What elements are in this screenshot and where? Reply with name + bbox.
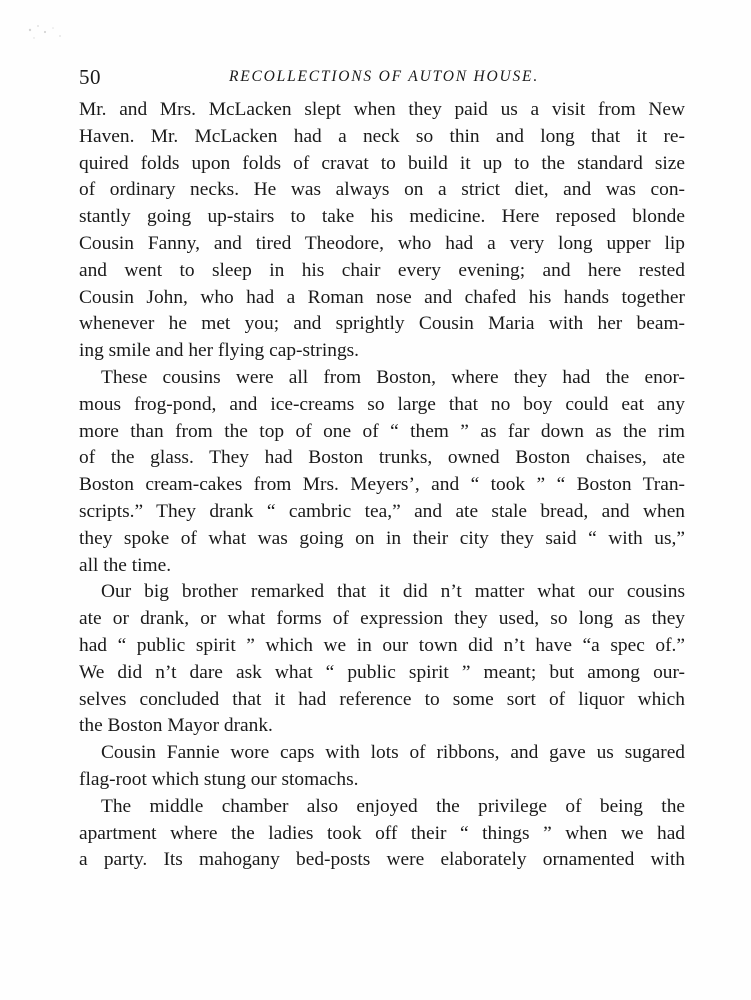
text-line: flag-root which stung our stomachs.	[79, 768, 359, 790]
running-head: RECOLLECTIONS OF AUTON HOUSE.	[229, 68, 539, 85]
text-line: of the glass. They had Boston trunks, owned Boston chaises, ate	[79, 447, 685, 469]
text-line: whenever he met you; and sprightly Cousin Maria with her beam-	[79, 313, 685, 335]
text-line: Cousin Fannie wore caps with lots of ribbons, and gave us sugared	[101, 742, 685, 764]
text-line: they spoke of what was going on in their city they said “ with us,”	[79, 527, 685, 549]
page-header	[79, 62, 685, 92]
text-line: all the time.	[79, 554, 172, 576]
text-line: quired folds upon folds of cravat to build it up to the standard size	[79, 152, 685, 174]
text-line: stantly going up-stairs to take his medicine. Here reposed blonde	[79, 206, 685, 228]
text-line: had “ public spirit ” which we in our town did n’t have “a spec of.”	[79, 634, 685, 656]
body-text	[79, 97, 685, 874]
text-line: mous frog-pond, and ice-creams so large that no boy could eat any	[79, 393, 685, 415]
text-line: and went to sleep in his chair every evening; and here rested	[79, 259, 685, 281]
page-number: 50	[79, 65, 101, 89]
text-line: These cousins were all from Boston, where they had the enor-	[101, 366, 685, 388]
text-line: Cousin John, who had a Roman nose and chafed his hands together	[79, 286, 685, 308]
text-line: more than from the top of one of “ them ” as far down as the rim	[79, 420, 685, 442]
text-line: the Boston Mayor drank.	[79, 715, 273, 737]
text-line: We did n’t dare ask what “ public spirit ” meant; but among our-	[79, 661, 685, 683]
text-line: Cousin Fanny, and tired Theodore, who had a very long upper lip	[79, 232, 685, 254]
text-line: Boston cream-cakes from Mrs. Meyers’, and “ took ” “ Boston Tran-	[79, 474, 685, 496]
text-line: Haven. Mr. McLacken had a neck so thin and long that it re-	[79, 125, 685, 147]
text-line: selves concluded that it had reference to some sort of liquor which	[79, 688, 685, 710]
text-line: The middle chamber also enjoyed the privilege of being the	[101, 795, 685, 817]
paper-smudge	[20, 18, 70, 48]
text-line: ing smile and her flying cap-strings.	[79, 340, 360, 362]
text-line: apartment where the ladies took off their “ things ” when we had	[79, 822, 685, 844]
text-line: Our big brother remarked that it did n’t matter what our cousins	[101, 581, 685, 603]
text-line: a party. Its mahogany bed-posts were elaborately ornamented with	[79, 849, 685, 871]
text-line: of ordinary necks. He was always on a strict diet, and was con-	[79, 179, 685, 201]
text-line: scripts.” They drank “ cambric tea,” and ate stale bread, and when	[79, 500, 685, 522]
text-line: ate or drank, or what forms of expression they used, so long as they	[79, 608, 685, 630]
text-line: Mr. and Mrs. McLacken slept when they paid us a visit from New	[79, 99, 685, 120]
